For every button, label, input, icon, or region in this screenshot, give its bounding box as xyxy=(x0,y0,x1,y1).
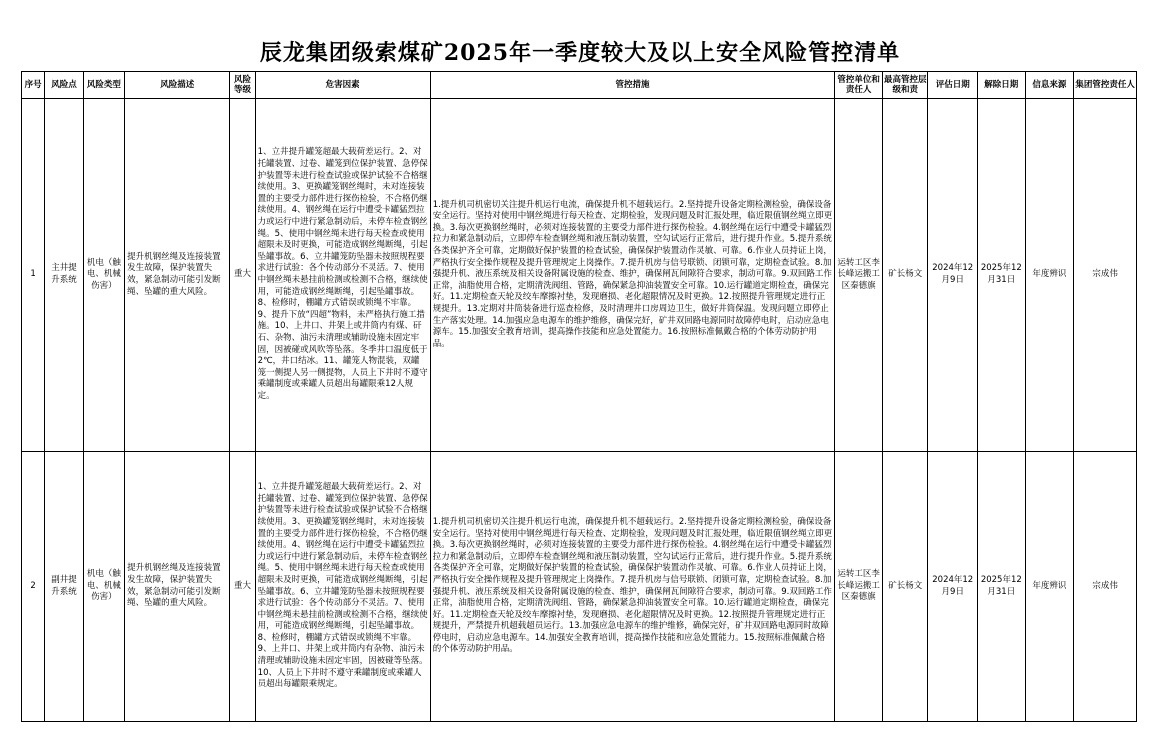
control-unit: 运转工区李长峰运搬工区秦德旗 xyxy=(835,99,883,452)
table-row xyxy=(22,99,1137,452)
control-unit: 运转工区李长峰运搬工区秦德旗 xyxy=(835,452,883,722)
header-cell: 风险类型 xyxy=(83,72,124,99)
release-date: 2025年12月31日 xyxy=(978,99,1026,452)
header-cell: 风险描述 xyxy=(125,72,230,99)
header-cell: 信息来源 xyxy=(1025,72,1074,99)
risk-level: 重大 xyxy=(230,99,255,452)
top-control-level: 矿长杨文 xyxy=(882,99,928,452)
risk-point: 主井提升系统 xyxy=(45,99,83,452)
header-cell: 解除日期 xyxy=(978,72,1026,99)
header-cell: 评估日期 xyxy=(928,72,978,99)
release-date: 2025年12月31日 xyxy=(978,452,1026,722)
control-measures: 1.提升机司机密切关注提升机运行电流，确保提升机不超载运行。2.坚持提升设备定期检测检验，确保设备安全运行。坚持对使用中钢丝绳进行每天检查、定期检验，发现问题及时汇报处理，临近限值钢丝绳立即更换。3.每次更换钢丝绳时，必须对连接装置的主要受力部件进行探伤检验。4.钢丝绳在运行中遭受卡罐猛烈拉力和紧急制动后，立即停车检查钢丝绳和液压制动装置，空勾试运行正常后，进行提升作业。5.提升系统各类保护齐全可靠，定期做好保护装置的检查试验，确保保护装置动作灵敏、可靠。6.作业人员持证上岗，严格执行安全操作规程及提升管理规定上岗操作。7.提升机房与信号联锁、闭锁可靠，定期检查试验。8.加强提升机、液压系统及相关设备附属设施的检查、维护，确保闸瓦间隙符合要求，制动可靠。9.双回路工作正常，油脂使用合格，定期清洗阀组、管路，确保紧急抑油装置安全可靠。10.运行罐道定期检查，确保完好。11.定期检查天轮及绞车摩擦衬垫，发现磨损、老化超限情况及时更换。12.按照提升管理规定进行正规提升。13.定期对井筒装备进行巡查检修，及时清理井口房周边卫生，做好井筒保温。发现问题立即停止生产落实处理。14.加强应急电源车的维护维修，确保完好，矿井双回路电源同时故障停电时，启动应急电源车。15.加强安全教育培训，提高操作技能和应急处置能力。16.按照标准佩戴合格的个体劳动防护用品。 xyxy=(430,99,835,452)
row-number: 1 xyxy=(22,99,45,452)
header-cell: 集团管控责任人 xyxy=(1074,72,1137,99)
top-control-level: 矿长杨文 xyxy=(882,452,928,722)
hazard-factors: 1、立井提升罐笼超最大载荷差运行。2、对托罐装置、过卷、罐笼到位保护装置、急停保护装置等未进行检查试验或保护试验不合格继续使用。3、更换罐笼钢丝绳时，未对连接装置的主要受力部件进行探伤检验，不合格仍继续使用。4、钢丝绳在运行中遭受卡罐猛烈拉力或运行中进行紧急制动后，未停车检查钢丝绳。5、使用中钢丝绳未进行每天检查或使用超限未及时更换，可能造成钢丝绳断绳，引起坠罐事故。6、立井罐笼防坠器未按照规程要求进行试验：各个传动部分不灵活。7、使用中钢丝绳未悬挂前检测或检测不合格，继续使用，可能造成钢丝绳断绳，引起坠罐事故。8、检修时，棚罐方式错误或锁绳不牢靠。9、提升下放“四超”物料，未严格执行施工措施。10、上井口、井架上或井筒内有煤、矸石、杂物、油污未清理或辅助设施未固定牢固，因被碰或风吹等坠落。冬季井口温度低于2℃，井口结冰。11、罐笼人物混装，双罐笼一侧提人另一侧提物，人员上下井时不遵守乘罐制度或乘罐人员超出每罐限乘12人规定。 xyxy=(255,99,430,452)
risk-description: 提升机钢丝绳及连接装置发生故障，保护装置失效，紧急制动可能引发断绳、坠罐的重大风险。 xyxy=(125,452,230,722)
header-cell: 管控措施 xyxy=(430,72,835,99)
risk-point: 副井提升系统 xyxy=(45,452,83,722)
control-measures: 1.提升机司机密切关注提升机运行电流，确保提升机不超载运行。2.坚持提升设备定期检测检验，确保设备安全运行。坚持对使用中钢丝绳进行每天检查、定期检验，发现问题及时汇报处理，临近限值钢丝绳立即更换。3.每次更换钢丝绳时，必须对连接装置的主要受力部件进行探伤检验。4.钢丝绳在运行中遭受卡罐猛烈拉力和紧急制动后，立即停车检查钢丝绳和液压制动装置，空勾试运行正常后，进行提升作业。5.提升系统各类保护齐全可靠，定期做好保护装置的检查试验，确保保护装置动作灵敏、可靠。6.作业人员持证上岗，严格执行安全操作规程及提升管理规定上岗操作。7.提升机房与信号联锁、闭锁可靠，定期检查试验。8.加强提升机、液压系统及相关设备附属设施的检查、维护，确保闸瓦间隙符合要求，制动可靠。9.双回路工作正常，油脂使用合格，定期清洗阀组、管路，确保紧急抑油装置安全可靠。10.运行罐道定期检查，确保完好。11.定期检查天轮及绞车摩擦衬垫，发现磨损、老化超限情况及时更换。12.按照提升管理规定进行正规提升，严禁提升机超载超员运行。13.加强应急电源车的维护维修，确保完好，矿井双回路电源同时故障停电时，启动应急电源车。14.加强安全教育培训，提高操作技能和应急处置能力。15.按照标准佩戴合格的个体劳动防护用品。 xyxy=(430,452,835,722)
evaluation-date: 2024年12月9日 xyxy=(928,452,978,722)
info-source: 年度辨识 xyxy=(1025,452,1074,722)
header-cell: 风险点 xyxy=(45,72,83,99)
group-responsible: 宗成伟 xyxy=(1074,99,1137,452)
page-title: 辰龙集团级索煤矿2025年一季度较大及以上安全风险管控清单 xyxy=(259,40,901,66)
header-row xyxy=(22,72,1137,99)
risk-type: 机电（触电、机械伤害） xyxy=(83,99,124,452)
hazard-factors: 1、立井提升罐笼超最大载荷差运行。2、对托罐装置、过卷、罐笼到位保护装置、急停保护装置等未进行检查试验或保护试验不合格继续使用。3、更换罐笼钢丝绳时，未对连接装置的主要受力部件进行探伤检验，不合格仍继续使用。4、钢丝绳在运行中遭受卡罐猛烈拉力或运行中进行紧急制动后，未停车检查钢丝绳。5、使用中钢丝绳未进行每天检查或使用超限未及时更换，可能造成钢丝绳断绳，引起坠罐事故。6、立井罐笼防坠器未按照规程要求进行试验：各个传动部分不灵活。7、使用中钢丝绳未悬挂前检测或检测不合格，继续使用，可能造成钢丝绳断绳，引起坠罐事故。8、检修时，棚罐方式错误或锁绳不牢靠。9、上井口、井架上或井筒内有杂物、油污未清理或辅助设施未固定牢固，因被碰等坠落。10、人员上下井时不遵守乘罐制度或乘罐人员超出每罐限乘规定。 xyxy=(255,452,430,722)
risk-type: 机电（触电、机械伤害） xyxy=(83,452,124,722)
group-responsible: 宗成伟 xyxy=(1074,452,1137,722)
info-source: 年度辨识 xyxy=(1025,99,1074,452)
risk-level: 重大 xyxy=(230,452,255,722)
evaluation-date: 2024年12月9日 xyxy=(928,99,978,452)
header-cell: 最高管控层级和责 xyxy=(882,72,928,99)
row-number: 2 xyxy=(22,452,45,722)
header-cell: 风险等级 xyxy=(230,72,255,99)
table-row xyxy=(22,452,1137,722)
header-cell: 管控单位和责任人 xyxy=(835,72,883,99)
risk-table xyxy=(21,71,1137,722)
header-cell: 危害因素 xyxy=(255,72,430,99)
header-cell: 序号 xyxy=(22,72,45,99)
risk-description: 提升机钢丝绳及连接装置发生故障，保护装置失效，紧急制动可能引发断绳、坠罐的重大风险。 xyxy=(125,99,230,452)
